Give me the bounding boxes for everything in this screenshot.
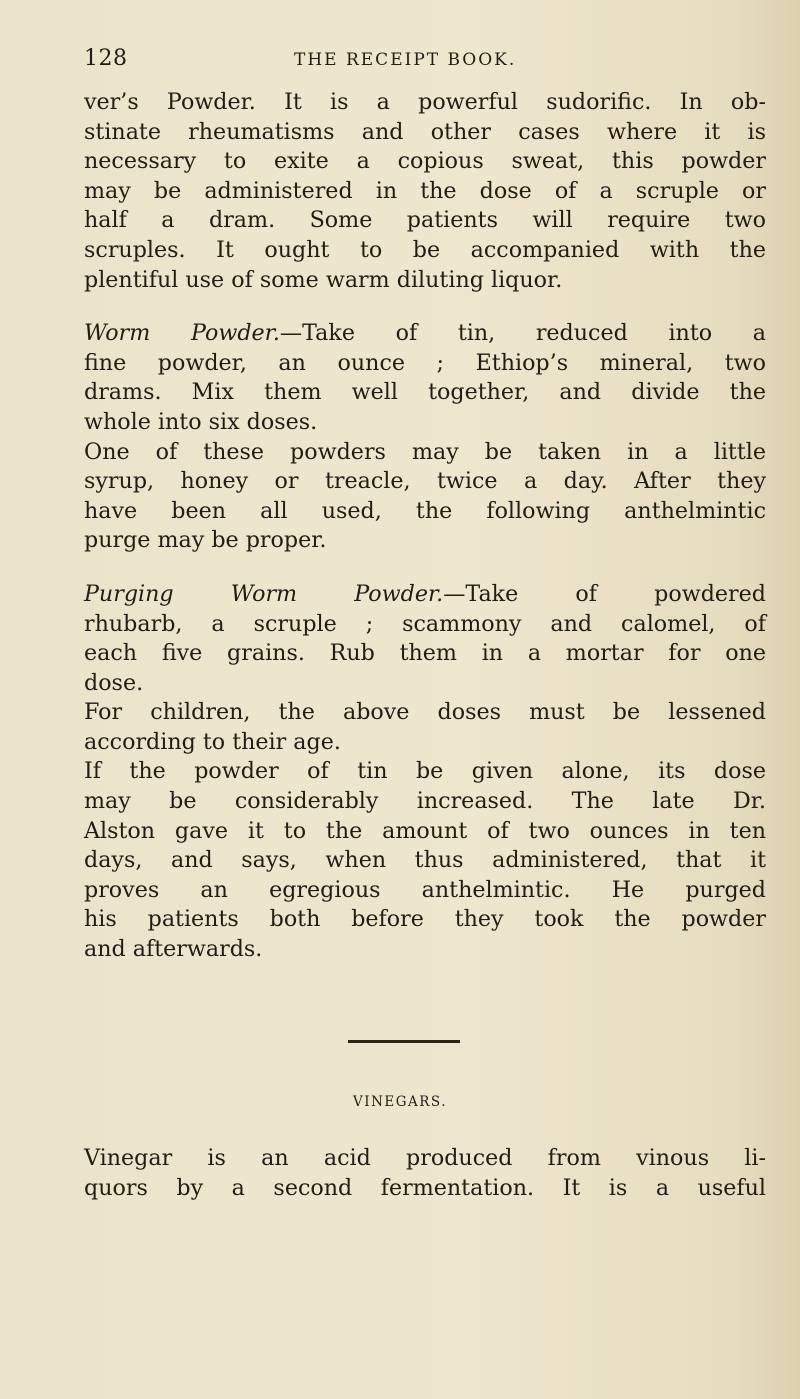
paragraph-children	[84, 698, 766, 757]
text-line: scruples. It ought to be accompanied with the	[84, 236, 766, 263]
text-line: fine powder, an ounce ; Ethiop’s mineral, two	[84, 349, 766, 376]
text-line	[84, 580, 766, 610]
text-line: If the powder of tin be given alone, its dose	[84, 758, 766, 785]
recipe-title: Purging Worm Powder.	[84, 580, 444, 607]
section-text	[84, 1144, 766, 1203]
text-line: Vinegar is an acid produced from vinous li-	[84, 1145, 766, 1171]
text-line: proves an egregious anthelmintic. He purged	[84, 876, 766, 903]
running-title: THE RECEIPT BOOK.	[294, 50, 517, 70]
page-number: 128	[84, 46, 128, 71]
text-line: plentiful use of some warm diluting liquor.	[84, 266, 563, 293]
text-line: For children, the above doses must be lessened	[84, 699, 766, 726]
text-line: purge may be proper.	[84, 527, 327, 554]
text-line: drams. Mix them well together, and divide the	[84, 379, 766, 406]
body-text	[84, 88, 766, 965]
text-line: rhubarb, a scruple ; scammony and calomel, of	[84, 610, 766, 637]
paragraph-dosage	[84, 438, 766, 556]
section-divider	[348, 1040, 460, 1043]
text-line: each five grains. Rub them in a mortar for one	[84, 640, 766, 667]
text-line: may be administered in the dose of a scruple or	[84, 177, 766, 204]
text-line: stinate rheumatisms and other cases where it is	[84, 118, 766, 145]
text-line: may be considerably increased. The late Dr.	[84, 788, 766, 815]
text-line: necessary to exite a copious sweat, this powder	[84, 148, 766, 175]
page-header	[84, 46, 724, 76]
text-line: dose.	[84, 669, 144, 696]
section-heading: VINEGARS.	[352, 1094, 447, 1110]
paragraph-powder-continuation	[84, 88, 766, 295]
paragraph-worm-powder	[84, 319, 766, 437]
text-line	[84, 319, 766, 349]
text-run: —Take of powdered	[443, 580, 766, 607]
text-run: —Take of tin, reduced into a	[279, 320, 766, 347]
text-line: according to their age.	[84, 728, 341, 755]
text-line: whole into six doses.	[84, 408, 318, 435]
paragraph-tin-powder	[84, 757, 766, 964]
text-line: his patients both before they took the powder	[84, 906, 766, 933]
text-line: syrup, honey or treacle, twice a day. After they	[84, 468, 766, 495]
text-line: have been all used, the following anthelmintic	[84, 497, 766, 524]
text-line: days, and says, when thus administered, that it	[84, 847, 766, 874]
text-line: One of these powders may be taken in a little	[84, 438, 766, 465]
recipe-title: Worm Powder.	[84, 320, 280, 347]
text-line: Alston gave it to the amount of two ounces in ten	[84, 817, 766, 844]
text-line: and afterwards.	[84, 936, 263, 963]
paragraph-purging-worm-powder	[84, 580, 766, 698]
text-line: ver’s Powder. It is a powerful sudorific. In ob-	[84, 89, 766, 115]
text-line: quors by a second fermentation. It is a useful	[84, 1174, 766, 1201]
text-line: half a dram. Some patients will require two	[84, 207, 766, 234]
